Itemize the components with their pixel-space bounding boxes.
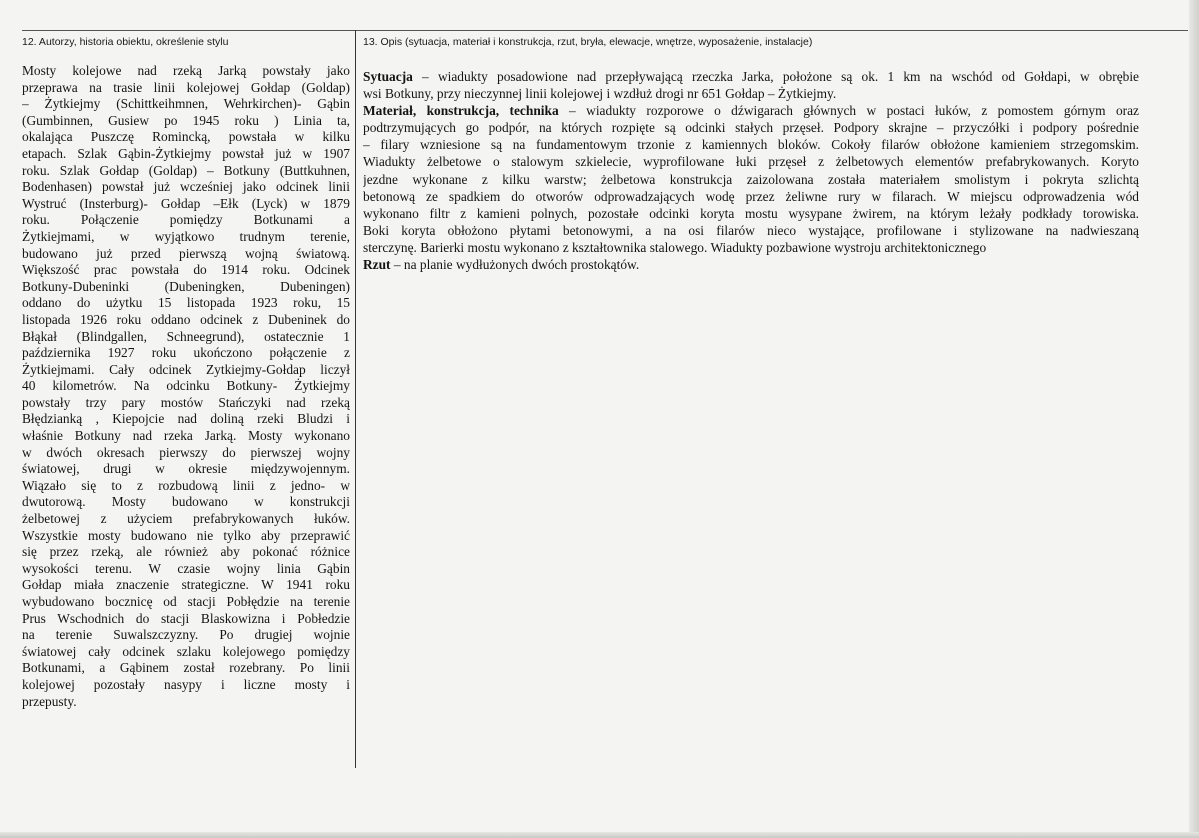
history-line: światowej cały odcinek szlaku kolejowego pomiędzy [22,643,350,659]
history-line: roku. Szlak Gołdap (Goldap) – Botkuny (Buttkuhnen, [22,162,350,178]
description-line [363,136,1139,153]
history-line: wybudowano bocznicę od stacji Pobłędzie na terenie [22,594,350,609]
history-line: listopada 1926 roku oddano odcinek z Dubeninek do [22,311,350,327]
history-line: budowano już przed pierwszą wojną światową. [22,245,350,261]
history-heading: 12. Autorzy, historia obiektu, określenie stylu [22,36,229,48]
history-line: Żytkiejmami. Cały odcinek Zytkiejmy-Gołdap liczył [22,361,350,377]
history-line: oddano do użytku 15 listopada 1923 roku, 15 [22,295,350,311]
history-line: w dwóch okresach pierwszy do pierwszej wojny [22,444,350,460]
header-rule [22,30,1188,31]
history-line: kolejowej pozostały nasypy i liczne mosty i [22,676,350,692]
description-line-text: – na planie wydłużonych dwóch prostokątów. [390,257,640,273]
history-line: – Żytkiejmy (Schittkeihmnen, Wehrkirchen)- Gąbin [22,96,350,112]
history-line: żelbetowej z użyciem prefabrykowanych łuków. [22,511,350,527]
column-divider [355,30,356,768]
description-line [363,153,1139,170]
history-line: wysokości terenu. W czasie wojny linia Gąbin [22,560,350,576]
history-line: Wszystkie mosty budowano nie tylko aby przeprawić [22,527,350,543]
history-line: roku. Połączenie pomiędzy Botkunami a [22,212,350,228]
description-line [363,222,1139,239]
history-line: Większość prac powstała do 1914 roku. Odcinek [22,262,350,278]
description-heading: 13. Opis (sytuacja, materiał i konstrukcja, rzut, bryła, elewacje, wnętrze, wyposażenie, instalacje) [363,36,813,48]
history-line: okalająca Puszczę Romincką, powstała w kilku [22,129,350,145]
history-line: Prus Wschodnich do stacji Blaskowizna i Pobłedzie [22,610,350,626]
description-line-text: wsi Botkuny, przy nieczynnej linii kolejowej i wzdłuż drogi nr 651 Gołdap – Żytkiejmy. [363,86,837,102]
description-line [363,102,1139,119]
history-line: Botkunami, a Gąbinem został rozebrany. Po linii [22,660,350,676]
description-line-text: betonową ze spadkiem do otworów odprowadzających wodę przez żeliwne rury w filarach. W miejscu odprowadzenia wód [363,188,1139,204]
description-line-text: sterczynę. Barierki mostu wykonano z kształtownika stalowego. Wiadukty pozbawione wystroju architektonicznego [363,239,987,255]
scan-edge [1189,0,1199,838]
history-line: Błąkał (Blindgallen, Schneegrund), ostatecznie 1 [22,328,350,344]
description-line [363,171,1139,188]
description-line [363,68,1139,85]
description-line-text: – filary wzniesione są na fundamentowym trzonie z kamiennych bloków. Cokoły filarów obłożone kamieniem strzegomskim. [363,137,1139,153]
history-line: Mosty kolejowe nad rzeką Jarką powstały jako [22,63,350,78]
description-line-text: podtrzymujących go podpór, na których rozpięte są odcinki stałych przęseł. Podpory skrajne – przyczółki i podpory pośrednie [363,120,1139,136]
description-line-text: jezdne wykonane z kilku warstw; żelbetowa konstrukcja zaizolowana została materiałem smolistym i pokryta szlichtą [363,171,1139,187]
description-text [363,68,1139,273]
history-line: na terenie Suwalszczyzny. Po drugiej wojnie [22,627,350,643]
history-line: października 1927 roku ukończono połączenie z [22,345,350,361]
history-line: Wiązało się to z rozbudową linii z jedno- w [22,477,350,493]
description-line [363,256,1139,273]
history-line: (Gumbinnen, Gusiew po 1945 roku ) Linia ta, [22,112,350,128]
history-line: światowej, drugi w okresie międzywojennym. [22,461,350,477]
history-line: Żytkiejmami, w wyjątkowo trudnym terenie, [22,228,350,244]
description-line [363,239,1139,256]
history-line: powstały trzy pary mostów Stańczyki nad rzeką [22,394,350,410]
description-line [363,188,1139,205]
history-line: 40 kilometrów. Na odcinku Botkuny- Żytkiejmy [22,378,350,394]
description-line-text: wykonano filtr z kamieni polnych, pozostałe odcinki koryta mostu wysypane żwirem, na którym leżały podkłady torowiska. [363,205,1139,221]
description-line [363,205,1139,222]
history-line: przeprawa na trasie linii kolejowej Gołdap (Goldap) [22,79,350,95]
description-line-text: – wiadukty rozporowe o dźwigarach głównych w postaci łuków, z pomostem górnym oraz [558,103,1139,119]
history-line: właśnie Botkuny nad rzeka Jarką. Mosty wykonano [22,428,350,444]
history-line: Wystruć (Insterburg)- Gołdap –Ełk (Lyck) w 1879 [22,195,350,211]
history-line: przepusty. [22,693,77,709]
history-line: się przez rzeką, ale również aby pokonać różnice [22,544,350,560]
section-label-situation: Sytuacja [363,69,413,84]
history-line: Gołdap miała znaczenie strategiczne. W 1941 roku [22,577,350,593]
description-line-text: Boki koryta obłożono płytami betonowymi, a na osi filarów nieco wystające, profilowane i stylizowane na nadwieszaną [363,222,1139,238]
history-line: etapach. Szlak Gąbin-Żytkiejmy powstał już w 1907 [22,145,350,161]
description-line [363,85,1139,102]
history-text [22,63,350,710]
section-label-material: Materiał, konstrukcja, technika [363,103,559,119]
history-line: Błędzianką , Kiepojcie nad doliną rzeki Bludzi i [22,411,350,427]
description-line [363,119,1139,136]
history-line: dwutorową. Mosty budowano w konstrukcji [22,494,350,510]
description-line-text: – wiadukty posadowione nad przepływającą rzeczka Jarka, położone są ok. 1 km na wschód od Gołdapi, w obrębie [412,69,1139,84]
scan-edge [0,832,1199,838]
description-line-text: Wiadukty żelbetowe o stalowym szkielecie, wyprofilowane łuki przęseł z żelbetowych elementów prefabrykowanych. Koryto [363,154,1139,170]
history-line: Bodenhasen) powstał już wcześniej jako odcinek linii [22,179,350,195]
history-line: Botkuny-Dubeninki (Dubeningken, Dubeningen) [22,278,350,294]
section-label-plan: Rzut [363,257,391,273]
